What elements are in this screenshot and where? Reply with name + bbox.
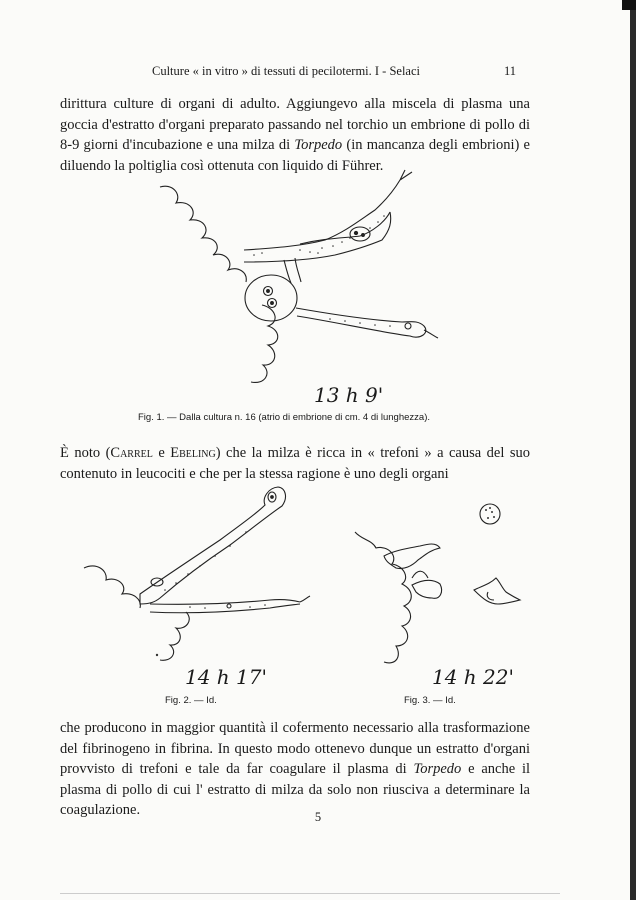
paragraph-2-text-a: È noto (	[60, 445, 111, 461]
figure-3-drawing	[330, 475, 536, 675]
fig2-spindle-cell	[140, 487, 285, 604]
running-header	[60, 64, 516, 82]
fig3-star-cell-3	[474, 578, 520, 604]
scan-edge-shadow	[630, 0, 636, 900]
fig2-plasma-border-lower	[160, 612, 189, 660]
fig2-plasma-border-upper	[84, 566, 140, 608]
fig1-long-process	[296, 308, 426, 337]
handwritten-note-fig3: 14 h 22'	[432, 665, 514, 689]
page-number: 11	[503, 64, 516, 78]
scan-bottom-rule	[60, 893, 560, 894]
scan-corner-mark	[622, 0, 636, 10]
torpedo-italic-2: Torpedo	[413, 761, 462, 777]
fig3-star-cell-1	[384, 544, 440, 569]
paragraph-3	[60, 718, 530, 821]
paragraph-3-text-a: che producono in maggior quantità il cofermento necessario alla trasformazione del fibrinogeno in fibrina. In questo modo ottenevo dunque un estratto d'organi provvisto di trefoni e tale da far coagulare il plasma di	[60, 720, 530, 777]
paragraph-3-text-b: e anche il plasma di pollo di cui l' estratto di milza da solo non riusciva a determinare la coagulazione.	[60, 761, 530, 818]
paragraph-1-text-a: dirittura culture di organi di adulto. Aggiungevo alla miscela di plasma una goccia d'estratto d'organi preparato passando nel torchio un embrione di pollo di 8-9 giorni d'incubazione e una milza di	[60, 96, 530, 153]
paragraph-2-text-b: e	[152, 445, 171, 461]
running-title: Culture « in vitro » di tessuti di pecilotermi. I - Selaci	[152, 64, 421, 78]
handwritten-note-fig1: 13 h 9'	[314, 383, 384, 407]
author-ebeling: Ebeling	[170, 445, 216, 461]
fig1-round-cell	[245, 275, 297, 321]
handwritten-note-fig2: 14 h 17'	[185, 665, 267, 689]
page-folio: 5	[314, 810, 322, 824]
figure-3-caption: Fig. 3. — Id.	[404, 695, 456, 706]
fig3-plasma-border	[355, 532, 411, 663]
paragraph-1-text-b: (in mancanza degli embrioni) e diluendo la poltiglia così ottenuta con liquido di Führer.	[60, 137, 530, 174]
figure-2-drawing	[0, 475, 330, 675]
fig1-plasma-border-upper	[160, 186, 246, 282]
figure-1-drawing	[0, 165, 636, 405]
torpedo-italic-1: Torpedo	[294, 137, 343, 153]
fig3-star-cell-2	[412, 580, 442, 598]
figure-1-caption: Fig. 1. — Dalla cultura n. 16 (atrio di embrione di cm. 4 di lunghezza).	[138, 412, 430, 423]
paragraph-2-text-c: ) che la milza è ricca in « trefoni » a causa del suo contenuto in leucociti e che per la stessa ragione è uno degli organi	[60, 445, 530, 482]
author-carrel: Carrel	[110, 445, 153, 461]
figure-2-caption: Fig. 2. — Id.	[165, 695, 217, 706]
paragraph-1	[60, 94, 530, 176]
